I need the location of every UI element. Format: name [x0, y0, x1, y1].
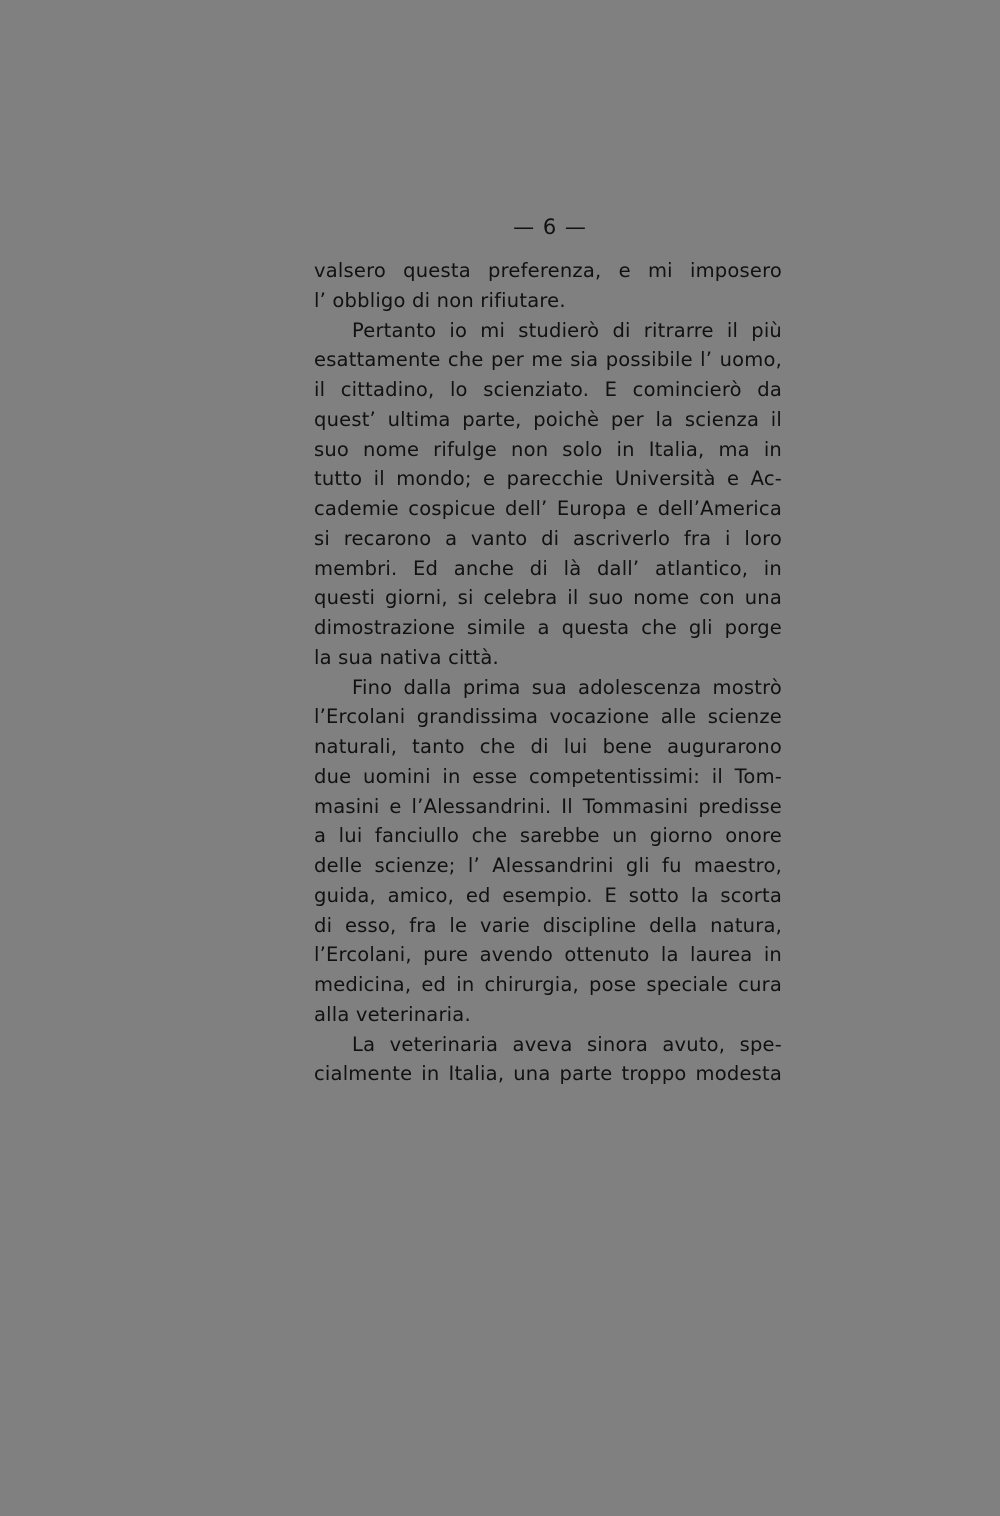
text-line: tutto il mondo; e parecchie Università e Ac- [314, 467, 782, 491]
text-line: alla veterinaria. [314, 1002, 471, 1026]
text-line: due uomini in esse competentissimi: il Tom- [314, 764, 782, 788]
text-line: suo nome rifulge non solo in Italia, ma in [314, 437, 782, 461]
text-line: a lui fanciullo che sarebbe un giorno onore [314, 824, 782, 848]
text-line: masini e l’Alessandrini. Il Tommasini predisse [314, 794, 782, 818]
text-line: membri. Ed anche di là dall’ atlantico, in [314, 556, 782, 580]
text-line: la sua nativa città. [314, 645, 499, 669]
text-line: quest’ ultima parte, poichè per la scienza il [314, 407, 782, 431]
text-line: medicina, ed in chirurgia, pose speciale cura [314, 973, 782, 996]
text-line: di esso, fra le varie discipline della natura, [314, 913, 782, 937]
text-line: questi giorni, si celebra il suo nome con una [314, 586, 782, 610]
text-line: cialmente in Italia, una parte troppo modesta [314, 1062, 782, 1086]
text-line: delle scienze; l’ Alessandrini gli fu maestro, [314, 854, 782, 877]
text-line: l’Ercolani grandissima vocazione alle scienze [314, 705, 782, 729]
text-line: l’Ercolani, pure avendo ottenuto la laurea in [314, 943, 782, 967]
text-line: naturali, tanto che di lui bene augurarono [314, 735, 782, 758]
text-line: il cittadino, lo scienziato. E comincierò da [314, 378, 782, 401]
text-line: si recarono a vanto di ascriverlo fra i loro [314, 526, 782, 550]
text-line: esattamente che per me sia possibile l’ uomo, [314, 348, 782, 372]
text-line: Fino dalla prima sua adolescenza mostrò [352, 675, 782, 699]
text-line: dimostrazione simile a questa che gli porge [314, 616, 782, 639]
text-line: cademie cospicue dell’ Europa e dell’America [314, 497, 782, 520]
text-line: La veterinaria aveva sinora avuto, spe- [352, 1032, 782, 1056]
text-line: l’ obbligo di non rifiutare. [314, 288, 566, 312]
body-text [314, 256, 782, 1089]
page-number: — 6 — [513, 215, 587, 239]
text-line: guida, amico, ed esempio. E sotto la scorta [314, 883, 782, 907]
text-line: valsero questa preferenza, e mi imposero [314, 259, 782, 282]
text-line: Pertanto io mi studierò di ritrarre il più [352, 318, 782, 342]
